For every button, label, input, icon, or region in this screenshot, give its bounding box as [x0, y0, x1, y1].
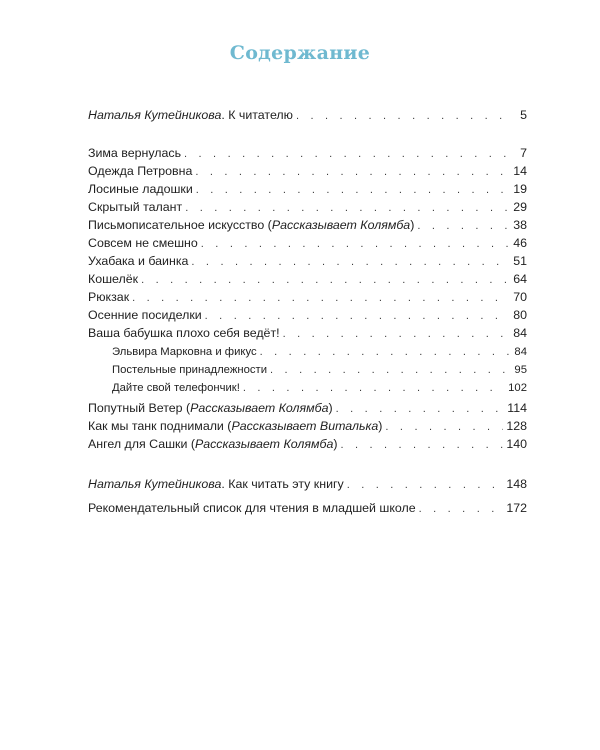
toc-subentry[interactable]: [112, 361, 527, 379]
dot-leader: [296, 107, 510, 125]
toc-entry[interactable]: [88, 417, 527, 435]
toc-entry[interactable]: [88, 399, 527, 417]
dot-leader: [385, 418, 503, 436]
toc-entry-page: 7: [520, 146, 527, 160]
toc-entry-narrator: Рассказывает Виталька: [231, 419, 379, 433]
toc-entry-narrator: Рассказывает Колямба: [194, 437, 334, 451]
dot-leader: [191, 253, 510, 271]
toc-entry-title: Рюкзак: [88, 290, 130, 304]
toc-entry-title: Кошелёк: [88, 272, 139, 286]
toc-entry-page: 46: [513, 236, 527, 250]
dot-leader: [243, 379, 505, 397]
toc-entry-page: 80: [513, 308, 527, 322]
dot-leader: [283, 325, 510, 343]
toc-entry-title: [88, 435, 337, 453]
dot-leader: [185, 199, 510, 217]
toc-entry[interactable]: [88, 499, 527, 517]
toc-entry-title: Одежда Петровна: [88, 164, 193, 178]
toc-entry-page: 102: [508, 382, 527, 394]
toc-entry[interactable]: [88, 435, 527, 453]
toc-entry-page: 128: [506, 419, 527, 433]
toc-entry[interactable]: [88, 216, 527, 234]
toc-entry-title: [88, 475, 344, 493]
dot-leader: [196, 181, 510, 199]
dot-leader: [132, 289, 510, 307]
toc-entry-title-text: Как мы танк поднимали (: [88, 419, 232, 433]
toc-entry-title: Лосиные ладошки: [88, 182, 193, 196]
toc-entry[interactable]: [88, 288, 527, 306]
toc-entry-page: 51: [513, 254, 527, 268]
toc-entry-page: 95: [514, 364, 527, 376]
toc-entry-author: Наталья Кутейникова: [88, 477, 222, 491]
dot-leader: [205, 307, 510, 325]
toc-entry[interactable]: [88, 180, 527, 198]
toc-entry-title-text: Письмописательное искусство (: [88, 218, 272, 232]
toc-entry-page: 84: [513, 326, 527, 340]
toc-entry-title: Рекомендательный список для чтения в младшей школе: [88, 501, 416, 515]
toc-entry[interactable]: [88, 234, 527, 252]
toc-entry-narrator: Рассказывает Колямба: [271, 218, 411, 232]
toc-entry-narrator: Рассказывает Колямба: [190, 401, 329, 415]
dot-leader: [201, 235, 510, 253]
toc-entry-title: [88, 106, 293, 124]
toc-entry[interactable]: [88, 324, 527, 342]
dot-leader: [340, 436, 503, 454]
toc-entry-page: 140: [506, 437, 527, 451]
toc-entry-page: 172: [506, 501, 527, 515]
toc-entry-title-text: . Как читать эту книгу: [221, 477, 344, 491]
dot-leader: [417, 217, 510, 235]
toc-entry-page: 84: [514, 346, 527, 358]
dot-leader: [195, 163, 510, 181]
dot-leader: [347, 476, 504, 494]
toc-entry-title: Зима вернулась: [88, 146, 182, 160]
dot-leader: [260, 343, 510, 361]
toc-entry-title: Постельные принадлежности: [112, 364, 268, 376]
toc-entry[interactable]: [88, 162, 527, 180]
toc-entry-title-tail: ): [410, 218, 415, 232]
toc-entry-page: 14: [513, 164, 527, 178]
toc-entry-title: Совсем не смешно: [88, 236, 198, 250]
toc-entry-title: Дайте свой телефончик!: [112, 382, 240, 394]
toc-entry-title: Эльвира Марковна и фикус: [112, 346, 257, 358]
toc-entry[interactable]: [88, 198, 527, 216]
toc-entry-title: Ваша бабушка плохо себя ведёт!: [88, 326, 280, 340]
toc-entry-title-text: . К читателю: [221, 108, 293, 122]
toc-entry-title-tail: ): [333, 437, 338, 451]
dot-leader: [184, 145, 510, 163]
toc-entry-title-text: Попутный Ветер (: [88, 401, 191, 415]
toc-entry[interactable]: [88, 475, 527, 493]
toc-entry-title-tail: ): [378, 419, 383, 433]
toc-entry[interactable]: [88, 252, 527, 270]
dot-leader: [141, 271, 510, 289]
toc-entry-title: Скрытый талант: [88, 200, 183, 214]
toc-entry-page: 70: [513, 290, 527, 304]
toc-entry[interactable]: [88, 306, 527, 324]
toc-subentry[interactable]: [112, 343, 527, 361]
toc-entry-author: Наталья Кутейникова: [88, 108, 222, 122]
toc-entry-page: 5: [520, 108, 527, 122]
toc-entry[interactable]: [88, 144, 527, 162]
toc-entry-title-text: Ангел для Сашки (: [88, 437, 195, 451]
page-title: Содержание: [229, 42, 371, 64]
toc-entry-title: [88, 216, 414, 234]
toc-entry-page: 148: [506, 477, 527, 491]
dot-leader: [336, 400, 505, 418]
toc-subentry[interactable]: [112, 379, 527, 397]
toc-entry[interactable]: [88, 106, 527, 124]
toc-entry-page: 38: [513, 218, 527, 232]
dot-leader: [270, 361, 510, 379]
toc-entry-page: 19: [513, 182, 527, 196]
toc-entry-title: Ухабака и баинка: [88, 254, 189, 268]
toc-entry-title-tail: ): [328, 401, 333, 415]
toc-entry-page: 114: [507, 401, 527, 415]
toc-entry-title: Осенние посиделки: [88, 308, 202, 322]
toc-entry-page: 29: [513, 200, 527, 214]
toc-entry-page: 64: [513, 272, 527, 286]
toc-entry[interactable]: [88, 270, 527, 288]
toc-entry-title: [88, 417, 382, 435]
toc-entry-title: [88, 399, 333, 417]
dot-leader: [419, 500, 504, 518]
